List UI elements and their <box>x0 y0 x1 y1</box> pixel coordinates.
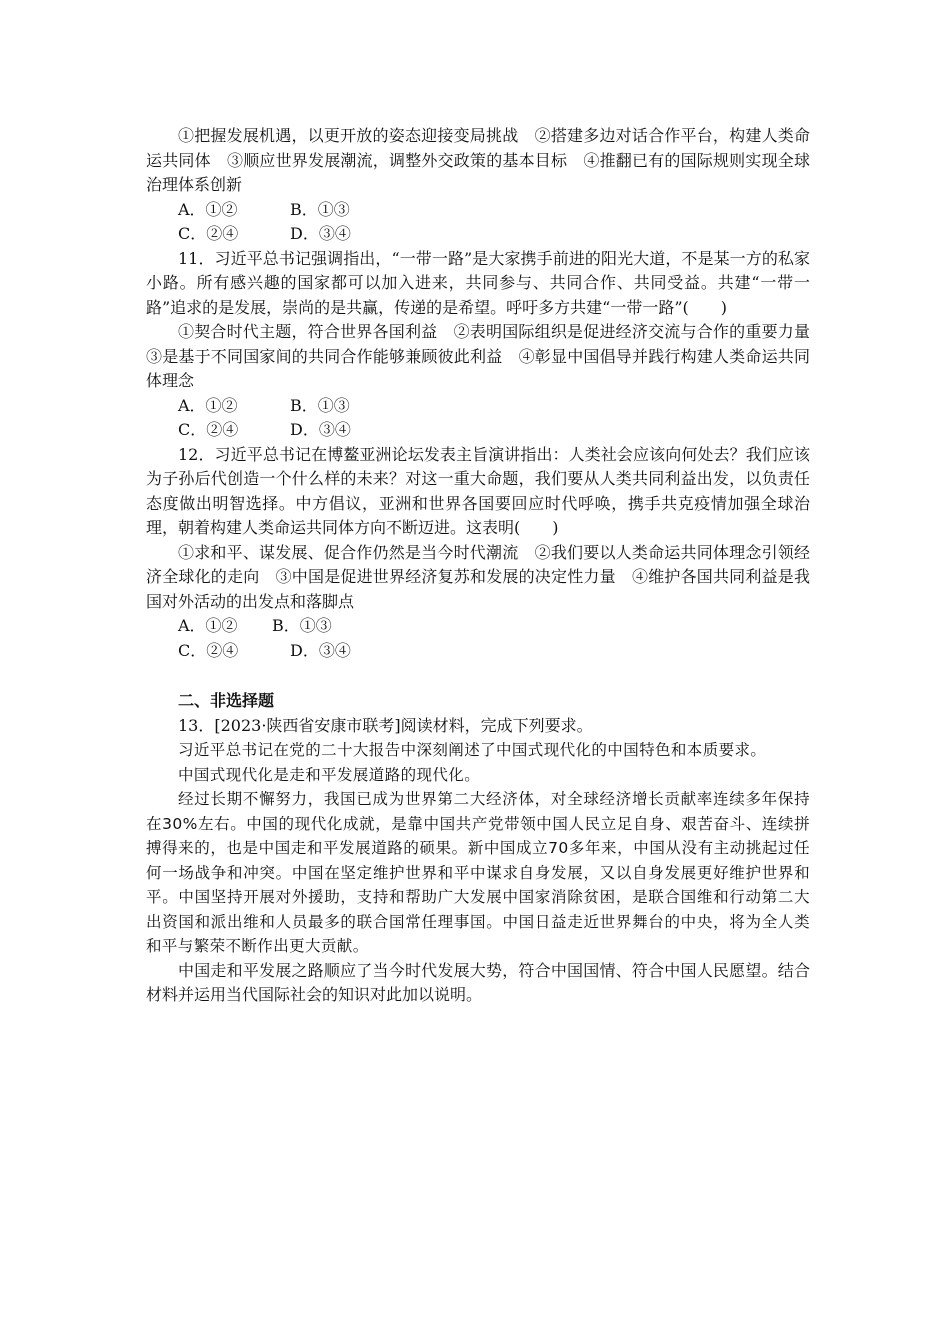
q11-options-row-2 <box>146 418 810 443</box>
q12-options-row-2 <box>146 639 810 664</box>
q10-option-a[interactable]: A．①② <box>178 199 238 219</box>
q13-intro: 13．[2023·陕西省安康市联考]阅读材料，完成下列要求。 <box>178 715 593 735</box>
q12-statements: ①求和平、谋发展、促合作仍然是当今时代潮流 ②我们要以人类命运共同体理念引领经济全球化的走向 ③中国是促进世界经济复苏和发展的决定性力量 ④维护各国共同利益是我国对外活动的出发点和落脚点 <box>146 542 810 611</box>
q12-option-b[interactable]: B．①③ <box>272 616 332 635</box>
q13-material-1: 习近平总书记在党的二十大报告中深刻阐述了中国式现代化的中国特色和本质要求。 <box>178 741 767 759</box>
q10-option-d[interactable]: D．③④ <box>290 224 351 243</box>
section-heading: 二、非选择题 <box>178 691 275 710</box>
q10-options-row-2 <box>146 222 810 247</box>
q12-option-c[interactable]: C．②④ <box>178 640 239 660</box>
document-page <box>146 124 827 1008</box>
q12-option-d[interactable]: D．③④ <box>290 640 351 660</box>
q13-material-2: 中国式现代化是走和平发展道路的现代化。 <box>178 765 481 784</box>
q13-question: 中国走和平发展之路顺应了当今时代发展大势，符合中国国情、符合中国人民愿望。结合材料并运用当代国际社会的知识对此加以说明。 <box>146 960 810 1004</box>
q11-statements: ①契合时代主题，符合世界各国利益 ②表明国际组织是促进经济交流与合作的重要力量 ③是基于不同国家间的共同合作能够兼顾彼此利益 ④彰显中国倡导并践行构建人类命运共同体理念 <box>146 322 827 390</box>
q11-option-a[interactable]: A．①② <box>178 395 238 415</box>
q10-statements: ①把握发展机遇，以更开放的姿态迎接变局挑战 ②搭建多边对话合作平台，构建人类命运共同体 ③顺应世界发展潮流，调整外交政策的基本目标 ④推翻已有的国际规则实现全球治理体系创新 <box>146 126 810 194</box>
q12-options-row-1 <box>146 614 810 639</box>
q11-option-c[interactable]: C．②④ <box>178 420 239 439</box>
section-spacer <box>146 663 810 689</box>
q10-option-c[interactable]: C．②④ <box>178 224 239 243</box>
q10-options-row-1 <box>146 198 810 223</box>
q11-options-row-1 <box>146 394 810 419</box>
q10-option-b[interactable]: B．①③ <box>290 199 350 219</box>
q12-option-a[interactable]: A．①② <box>178 616 238 635</box>
q11-option-d[interactable]: D．③④ <box>290 420 351 439</box>
q11-stem: 11．习近平总书记强调指出，“一带一路”是大家携手前进的阳光大道，不是某一方的私家小路。所有感兴趣的国家都可以加入进来，共同参与、共同合作、共同受益。共建“一带一路”追求的是发展，崇尚的是共赢，传递的是希望。呼吁多方共建“一带一路”( ) <box>146 248 810 317</box>
q11-option-b[interactable]: B．①③ <box>290 395 350 415</box>
q13-material-3: 经过长期不懈努力，我国已成为世界第二大经济体，对全球经济增长贡献率连续多年保持在30%左右。中国的现代化成就，是靠中国共产党带领中国人民立足自身、艰苦奋斗、连续拼搏得来的，也是中国走和平发展道路的硕果。新中国成立70多年来，中国从没有主动挑起过任何一场战争和冲突。中国在坚定维护世界和平中谋求自身发展，又以自身发展更好维护世界和平。中国坚持开展对外援助，支持和帮助广大发展中国家消除贫困，是联合国维和行动第二大出资国和派出维和人员最多的联合国常任理事国。中国日益走近世界舞台的中央，将为全人类和平与繁荣不断作出更大贡献。 <box>146 790 810 955</box>
q12-stem: 12．习近平总书记在博鳌亚洲论坛发表主旨演讲指出：人类社会应该向何处去？我们应该为子孙后代创造一个什么样的未来？对这一重大命题，我们要从人类共同利益出发，以负责任态度做出明智选择。中方倡议，亚洲和世界各国要回应时代呼唤，携手共克疫情加强全球治理，朝着构建人类命运共同体方向不断迈进。这表明( ) <box>146 444 810 537</box>
